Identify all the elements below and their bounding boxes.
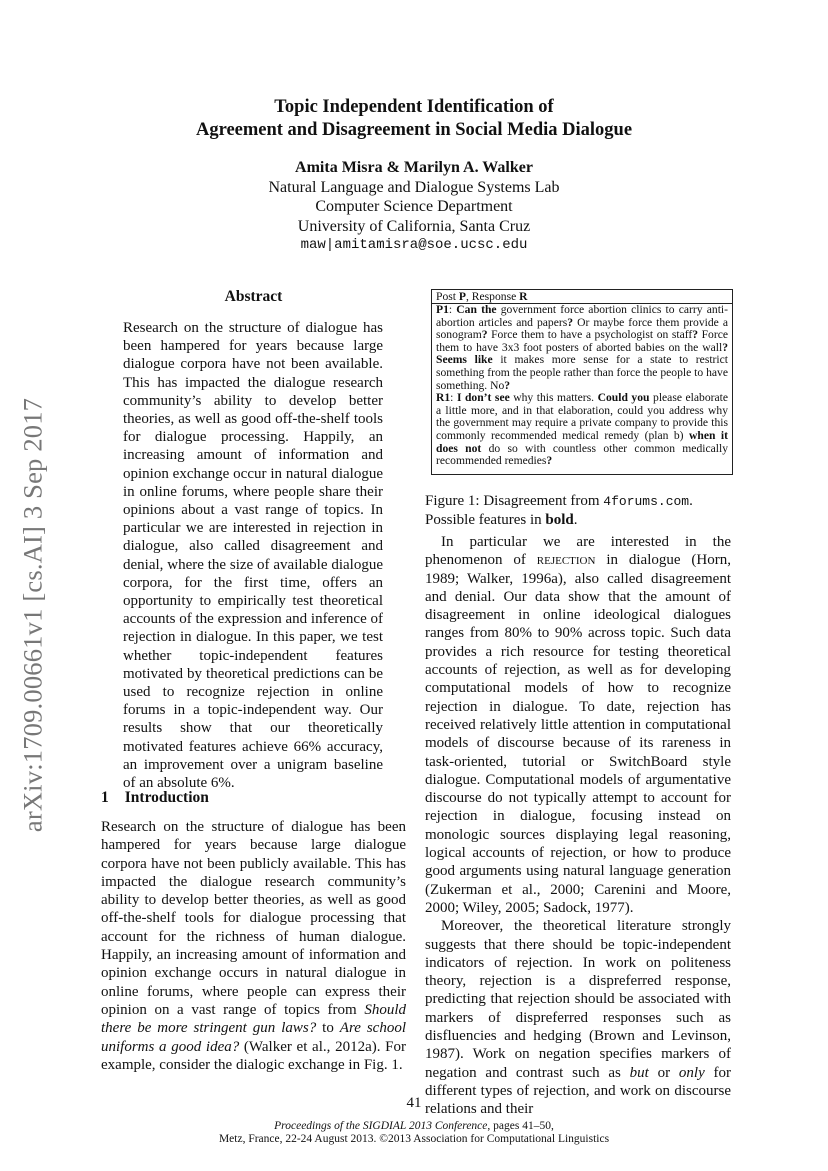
intro-paragraph: Research on the structure of dialogue has been hampered for years because large dialogue corpora have not been publicly available. This has impacted the dialogue research community’s ability to develop better theories, as well as good off-the-shelf tools for dialogue processing that account for the richness of human dialogue. Happily, an increasing amount of information and opinion exchange occurs in natural dialogue in online forums, where people can express their opinion on a vast range of topics from Should there be more stringent gun laws? to Are school uniforms a good idea? (Walker et al., 2012a). For example, consider the dialogic exchange in Fig. 1. xyxy=(101,819,406,1073)
right-column-body xyxy=(425,533,731,1119)
title-line-2: Agreement and Disagreement in Social Media Dialogue xyxy=(195,120,633,140)
author-email: maw|amitamisra@soe.ucsc.edu xyxy=(300,237,528,253)
title-line-1: Topic Independent Identification of xyxy=(274,97,554,117)
figure-header: Post P, Response R xyxy=(432,290,732,304)
rejection-paragraph: In particular we are interested in the phenomenon of rejection in dialogue (Horn, 1989; Walker, 1996a), also called disagreement and denial. Our data show that the amount of disagreement in online ideological dialogues ranges from 80% to 90% across topic. Such data provides a rich resource for testing theoretical accounts of rejection, as well as for developing computational models of how to recognize rejection in dialogue. To date, rejection has received relatively little attention in computational models of discourse because of its rareness in task-oriented, tutorial or SwitchBoard style dialogue. Computational models of argumentative discourse do not typically attempt to account for rejection in dialogue, focusing instead on monologic sources displaying legal reasoning, logical accounts of rejection, or how to produce good arguments using natural language generation (Zukerman et al., 2000; Carenini and Moore, 2000; Wiley, 2005; Sadock, 1977). xyxy=(425,534,731,916)
paper-title xyxy=(0,96,828,142)
affiliation-university: University of California, Santa Cruz xyxy=(297,217,531,235)
section-heading-introduction xyxy=(101,789,209,807)
theory-paragraph: Moreover, the theoretical literature strongly suggests that there should be topic-independent indicators of rejection. In work on politeness theory, rejection is a dispreferred response, predicting that rejection should be associated with markers of dispreferred responses such as disfluencies and hedging (Brown and Levinson, 1987). Work on negation specifies markers of negation and contrast such as but or only for different types of rejection, and work on discourse relations and their xyxy=(425,918,732,1118)
figure-response-r1: R1: I don’t see why this matters. Could you please elaborate a little more, and in that elaboration, could you address why the government may require a private company to provide this commonly recommended medical remedy (plan b) when it does not do so with countless other common medically recommended remedies? xyxy=(436,391,728,468)
figure-1-box xyxy=(431,289,733,475)
affiliation-department: Computer Science Department xyxy=(315,198,513,215)
abstract-text: Research on the structure of dialogue has been hampered for years because large dialogue corpora have not been available. This has impacted the dialogue research community’s ability to develop better theories, as well as good off-the-shelf tools for dialogue processing. Happily, an increasing amount of information and opinion exchange occur in natural dialogue in online forums, where people share their opinions about a vast range of topics. In particular we are interested in rejection in dialogue, also called disagreement and denial, where the size of available dialogue corpora, for the first time, offers an opportunity to empirically test theoretical accounts of the expression and inference of rejection in dialogue. In this paper, we test whether topic-independent features motivated by theoretical predictions can be used to recognize rejection in online forums in a topic-independent way. Our results show that our theoretically motivated features achieve 66% accuracy, an improvement over a unigram baseline of an absolute 6%. xyxy=(123,320,383,792)
footer-venue: Proceedings of the SIGDIAL 2013 Conference xyxy=(274,1120,488,1132)
footer-location: Metz, France, 22-24 August 2013. ©2013 Association for Computational Linguistics xyxy=(218,1133,610,1145)
page-footer xyxy=(0,1120,828,1146)
abstract-heading: Abstract xyxy=(224,288,283,305)
arxiv-id: arXiv:1709.00661v1 [cs.AI] 3 Sep 2017 xyxy=(17,397,48,833)
author-names: Amita Misra & Marilyn A. Walker xyxy=(295,159,533,176)
caption-site-link: 4forums.com xyxy=(603,494,690,509)
section-number: 1 xyxy=(101,789,109,806)
introduction-body xyxy=(101,818,406,1074)
abstract xyxy=(123,319,383,792)
affiliation-lab: Natural Language and Dialogue Systems Lab xyxy=(268,178,560,196)
figure-post-p1: P1: Can the government force abortion clinics to carry anti-abortion articles and papers? Or maybe force them provide a sonogram? Force them to have a psychologist on staff? Force them to have 3x3 foot posters of aborted babies on the wall? Seems like it makes more sense for a state to restrict something from the people rather than force the people to have something. No? xyxy=(436,303,729,392)
author-block xyxy=(0,158,828,256)
page-number: 41 xyxy=(406,1095,422,1111)
section-title: Introduction xyxy=(124,789,209,806)
figure-1-caption: Figure 1: Disagreement from 4forums.com. Possible features in bold. xyxy=(425,493,693,529)
footer-pages: , pages 41–50, xyxy=(487,1120,554,1132)
arxiv-stamp xyxy=(8,380,58,850)
